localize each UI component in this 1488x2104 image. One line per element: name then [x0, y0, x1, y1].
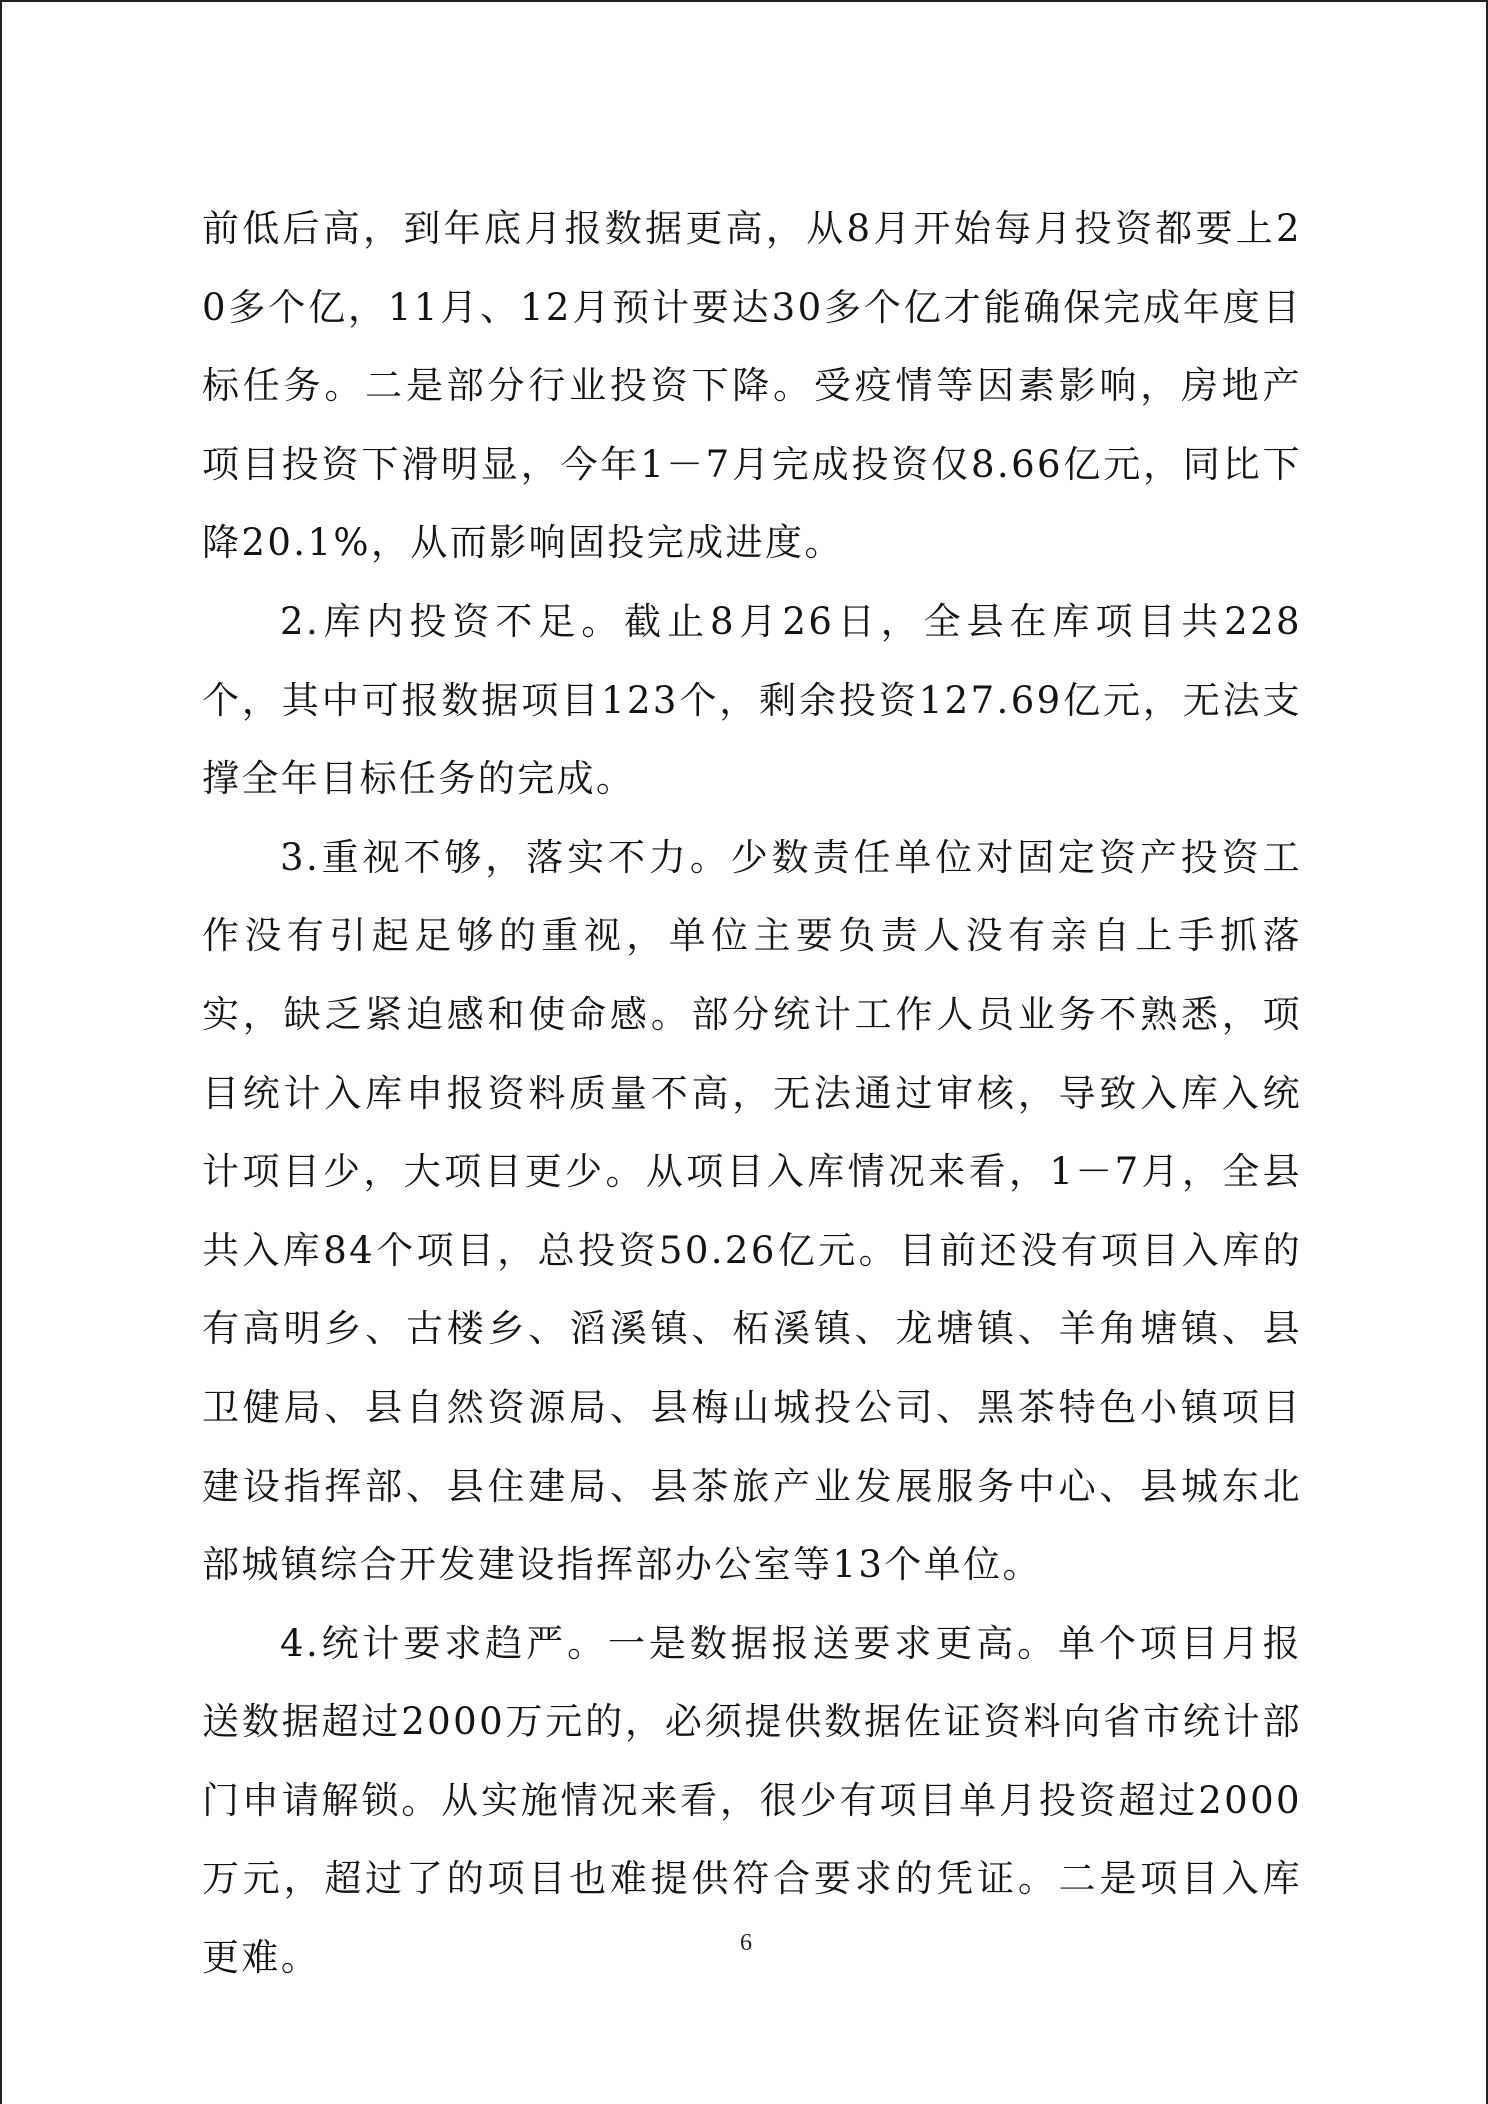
paragraph-continuation: 前低后高，到年底月报数据更高，从8月开始每月投资都要上20多个亿，11月、12月预计要达30多个亿才能确保完成年度目标任务。二是部分行业投资下降。受疫情等因素影响，房地产项目投资下滑明显，今年1－7月完成投资仅8.66亿元，同比下降20.1%，从而影响固投完成进度。	[202, 207, 1302, 565]
paragraph-item-3: 3.重视不够，落实不力。少数责任单位对固定资产投资工作没有引起足够的重视，单位主要负责人没有亲自上手抓落实，缺乏紧迫感和使命感。部分统计工作人员业务不熟悉，项目统计入库申报资料质量不高，无法通过审核，导致入库入统计项目少，大项目更少。从项目入库情况来看，1－7月，全县共入库84个项目，总投资50.26亿元。目前还没有项目入库的有高明乡、古楼乡、滔溪镇、柘溪镇、龙塘镇、羊角塘镇、县卫健局、县自然资源局、县梅山城投公司、黑茶特色小镇项目建设指挥部、县住建局、县茶旅产业发展服务中心、县城东北部城镇综合开发建设指挥部办公室等13个单位。	[202, 835, 1302, 1587]
document-body	[202, 190, 1302, 1998]
paragraph-item-2: 2.库内投资不足。截止8月26日，全县在库项目共228个，其中可报数据项目123个，剩余投资127.69亿元，无法支撑全年目标任务的完成。	[202, 599, 1302, 801]
page-number: 6	[740, 1930, 752, 1956]
paragraph-item-4: 4.统计要求趋严。一是数据报送要求更高。单个项目月报送数据超过2000万元的，必须提供数据佐证资料向省市统计部门申请解锁。从实施情况来看，很少有项目单月投资超过2000万元，超过了的项目也难提供符合要求的凭证。二是项目入库更难。	[202, 1621, 1302, 1980]
